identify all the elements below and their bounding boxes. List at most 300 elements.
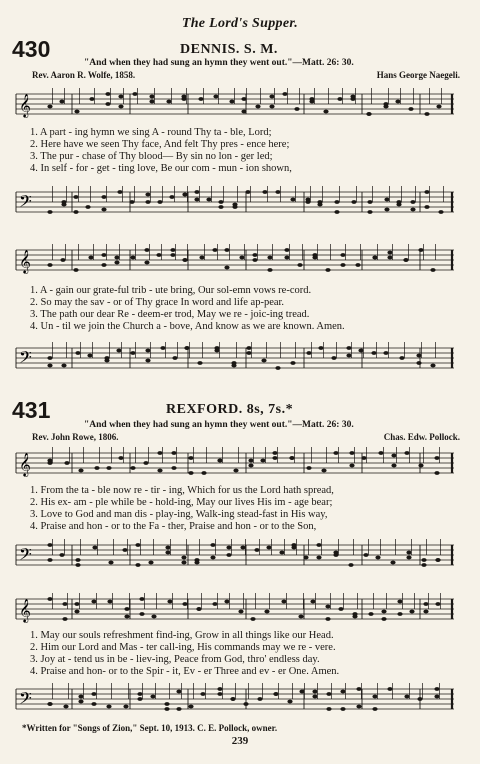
note-head [254,548,259,552]
note-head [381,617,386,621]
note-head [334,210,339,214]
note-head [316,556,321,560]
note-head [323,110,328,114]
note-head [201,471,206,475]
note-head [397,612,402,616]
note-head [381,610,386,614]
note-head [47,263,52,267]
note-head [47,461,52,465]
treble-clef-icon: 𝄞 [19,452,31,476]
note-head [349,464,354,468]
note-head [399,356,404,360]
note-head [164,702,169,706]
music-staff-bass [12,340,456,376]
note-head [75,351,80,355]
note-head [181,95,186,99]
note-head [436,105,441,109]
note-head [157,200,162,204]
note-head [352,615,357,619]
note-head [130,466,135,470]
note-head [338,607,343,611]
note-head [171,466,176,470]
note-head [214,346,219,350]
note-head [430,364,435,368]
note-head [47,364,52,368]
note-head [273,692,278,696]
note-head [361,456,366,460]
note-head [181,556,186,560]
note-head [47,543,52,547]
note-head [210,556,215,560]
note-head [316,543,321,547]
note-head [213,95,218,99]
note-head [166,100,171,104]
note-head [356,687,361,691]
note-head [408,107,413,111]
note-head [390,561,395,565]
note-head [200,692,205,696]
note-head [118,456,123,460]
note-head [275,190,280,194]
note-head [423,610,428,614]
note-head [226,546,231,550]
note-head [139,597,144,601]
note-head [356,705,361,709]
note-head [403,258,408,262]
hymn-author: Rev. Aaron R. Wolfe, 1858. [32,70,136,80]
verse-line: 1. A - gain our grate-ful trib - ute bring, Our sol-emn vows re-cord. [30,285,312,296]
note-head [303,556,308,560]
note-head [206,198,211,202]
treble-clef-icon: 𝄞 [19,249,31,273]
note-head [47,702,52,706]
note-head [47,356,52,360]
note-head [264,610,269,614]
note-head [391,454,396,458]
note-head [148,561,153,565]
note-head [73,268,78,272]
hymn-number: 431 [12,397,51,423]
note-head [184,346,189,350]
note-head [199,256,204,260]
note-head [73,195,78,199]
verse-line: 3. The path our dear Re - deem-er trod, May we re - joic-ing tread. [30,309,310,320]
note-head [78,695,83,699]
note-head [434,687,439,691]
footnote: *Written for "Songs of Zion," Sept. 10, 1913. C. E. Pollock, owner. [22,723,278,733]
note-head [143,461,148,465]
note-head [182,258,187,262]
note-head [424,205,429,209]
note-head [312,690,317,694]
note-head [75,563,80,567]
note-head [409,610,414,614]
note-head [188,471,193,475]
note-head [349,451,354,455]
note-head [182,602,187,606]
note-head [139,612,144,616]
running-head: The Lord's Supper. [181,16,299,31]
note-head [305,198,310,202]
note-head [334,200,339,204]
note-head [107,600,112,604]
note-head [137,692,142,696]
note-head [318,346,323,350]
note-head [290,361,295,365]
note-head [350,97,355,101]
note-head [383,102,388,106]
note-head [105,92,110,96]
bass-clef-icon: 𝄢 [19,347,32,371]
note-head [417,697,422,701]
verse-block [30,630,460,678]
note-head [387,251,392,255]
note-head [74,602,79,606]
note-head [106,466,111,470]
note-head [281,600,286,604]
page-number: 239 [231,735,249,747]
note-head [129,200,134,204]
note-head [145,200,150,204]
hymn-composer: Hans George Naegeli. [376,70,460,80]
note-head [59,100,64,104]
note-head [410,208,415,212]
note-head [372,256,377,260]
note-head [348,563,353,567]
note-head [346,346,351,350]
bass-clef-icon: 𝄢 [19,688,32,712]
note-head [321,469,326,473]
note-head [421,563,426,567]
treble-clef-icon: 𝄞 [19,598,31,622]
note-head [269,95,274,99]
note-head [306,351,311,355]
note-head [387,256,392,260]
staff-drawing [12,445,456,481]
staff-drawing [12,681,456,717]
note-head [299,690,304,694]
note-head [61,200,66,204]
note-head [196,607,201,611]
note-head [248,459,253,463]
note-head [434,456,439,460]
note-head [397,600,402,604]
note-head [135,543,140,547]
note-head [434,695,439,699]
music-staff-treble [12,86,456,122]
note-head [176,690,181,694]
music-staff-treble [12,591,456,627]
verse-line: 3. Love to God and man dis - play-ing, Walk-ing stead-fast in His way, [30,509,328,520]
note-head [375,556,380,560]
note-head [198,97,203,101]
note-head [261,359,266,363]
hymn-title: DENNIS. S. M. [180,42,278,57]
note-head [224,248,229,252]
note-head [157,469,162,473]
note-head [130,351,135,355]
note-head [406,556,411,560]
note-head [325,268,330,272]
note-head [182,193,187,197]
note-head [217,459,222,463]
note-head [418,464,423,468]
hymn-epigraph: "And when they had sung an hymn they went out."—Matt. 26: 30. [84,58,354,68]
note-head [355,263,360,267]
note-head [289,456,294,460]
verse-line: 4. Un - til we join the Church a - bove, And know as we are known. Amen. [30,321,345,332]
note-head [169,195,174,199]
note-head [351,200,356,204]
note-head [231,361,236,365]
note-head [326,692,331,696]
note-head [257,697,262,701]
music-staff-bass [12,184,456,220]
note-head [326,707,331,711]
note-head [150,695,155,699]
note-head [340,263,345,267]
note-head [418,248,423,252]
note-head [416,361,421,365]
verse-line: 4. In self - for - get - ting love, Be our com - mun - ion shown, [30,163,292,174]
note-head [104,356,109,360]
note-head [267,256,272,260]
note-head [246,351,251,355]
note-head [372,707,377,711]
note-head [91,702,96,706]
note-head [372,695,377,699]
verse-line: 2. So may the sav - or of Thy grace In word and life ap-pear. [30,297,285,308]
note-head [170,253,175,257]
hymn-title: REXFORD. 8s, 7s.* [166,402,294,417]
note-head [224,600,229,604]
note-head [252,253,257,257]
note-head [116,349,121,353]
note-head [149,95,154,99]
note-head [156,253,161,257]
music-staff-treble [12,242,456,278]
note-head [101,263,106,267]
note-head [217,692,222,696]
note-head [421,558,426,562]
note-head [64,461,69,465]
note-head [197,361,202,365]
note-head [366,112,371,116]
staff-drawing [12,340,456,376]
note-head [290,198,295,202]
staff-drawing [12,242,456,278]
verse-line: 3. The pur - chase of Thy blood— By sin no lon - ger led; [30,151,273,162]
treble-clef-icon: 𝄞 [19,93,31,117]
verse-line: 1. A part - ing hymn we sing A - round Thy ta - ble, Lord; [30,127,272,138]
note-head [114,256,119,260]
note-head [149,100,154,104]
note-head [218,205,223,209]
note-head [62,602,67,606]
note-head [212,602,217,606]
note-head [91,692,96,696]
note-head [266,546,271,550]
note-head [188,456,193,460]
note-head [117,190,122,194]
note-head [160,346,165,350]
note-head [325,617,330,621]
note-head [145,193,150,197]
note-head [59,553,64,557]
note-head [78,700,83,704]
note-head [132,92,137,96]
note-head [404,451,409,455]
note-head [306,466,311,470]
note-head [267,268,272,272]
note-head [255,105,260,109]
note-head [238,610,243,614]
note-head [105,102,110,106]
note-head [378,451,383,455]
note-head [135,563,140,567]
note-head [371,351,376,355]
note-head [272,456,277,460]
note-head [218,200,223,204]
music-staff-treble [12,445,456,481]
note-head [74,610,79,614]
note-head [241,97,246,101]
note-head [85,205,90,209]
note-head [340,253,345,257]
note-head [325,605,330,609]
note-head [230,697,235,701]
note-head [384,208,389,212]
note-head [252,258,257,262]
note-head [78,469,83,473]
note-head [60,258,65,262]
note-head [170,248,175,252]
note-head [92,546,97,550]
music-staff-bass [12,681,456,717]
note-head [367,210,372,214]
note-head [331,356,336,360]
note-head [367,200,372,204]
note-head [284,256,289,260]
verse-line: 1. From the ta - ble now re - tir - ing, Which for us the Lord hath spread, [30,485,334,496]
note-head [123,705,128,709]
note-head [248,464,253,468]
verse-block [30,127,460,175]
note-head [241,110,246,114]
note-head [275,366,280,370]
note-head [176,707,181,711]
verse-block [30,485,460,533]
note-head [438,210,443,214]
note-head [250,617,255,621]
note-head [130,256,135,260]
note-head [312,256,317,260]
note-head [383,351,388,355]
note-head [87,354,92,358]
note-head [298,615,303,619]
note-head [416,354,421,358]
note-head [63,705,68,709]
note-head [124,607,129,611]
note-head [287,700,292,704]
note-head [106,705,111,709]
note-head [188,705,193,709]
note-head [61,364,66,368]
note-head [363,553,368,557]
staff-drawing [12,591,456,627]
staff-drawing [12,537,456,573]
note-head [269,105,274,109]
note-head [294,107,299,111]
note-head [194,561,199,565]
note-head [171,451,176,455]
note-head [430,268,435,272]
verse-line: 2. His ex- am - ple while be - hold-ing, May our lives His im - age bear; [30,497,333,508]
note-head [246,346,251,350]
note-head [122,548,127,552]
hymn-epigraph: "And when they had sung an hymn they went out."—Matt. 26: 30. [84,420,354,430]
note-head [89,97,94,101]
note-head [181,561,186,565]
note-head [217,687,222,691]
note-head [391,464,396,468]
note-head [424,190,429,194]
note-head [423,602,428,606]
note-head [384,198,389,202]
note-head [243,702,248,706]
note-head [245,190,250,194]
hymn-number: 430 [12,36,51,62]
note-head [346,354,351,358]
note-head [333,451,338,455]
note-head [212,248,217,252]
verse-line: 4. Praise and hon- or to the Spir - it, Ev - er Three and ev - er One. Amen. [30,666,340,677]
note-head [210,543,215,547]
note-head [144,248,149,252]
note-head [435,558,440,562]
note-head [226,553,231,557]
note-head [73,210,78,214]
note-head [157,451,162,455]
note-head [101,253,106,257]
note-head [167,600,172,604]
note-head [137,697,142,701]
note-head [297,263,302,267]
note-head [144,261,149,265]
hymn-author: Rev. John Rowe, 1806. [32,432,119,442]
note-head [172,356,177,360]
note-head [310,600,315,604]
music-staff-bass [12,537,456,573]
note-head [94,466,99,470]
note-head [224,266,229,270]
note-head [312,695,317,699]
note-head [47,210,52,214]
note-head [240,546,245,550]
note-head [368,612,373,616]
note-head [88,256,93,260]
note-head [114,261,119,265]
note-head [317,200,322,204]
note-head [424,112,429,116]
note-head [165,551,170,555]
note-head [74,110,79,114]
note-head [47,597,52,601]
note-head [47,105,52,109]
verse-block [30,285,460,333]
note-head [340,690,345,694]
note-head [410,200,415,204]
